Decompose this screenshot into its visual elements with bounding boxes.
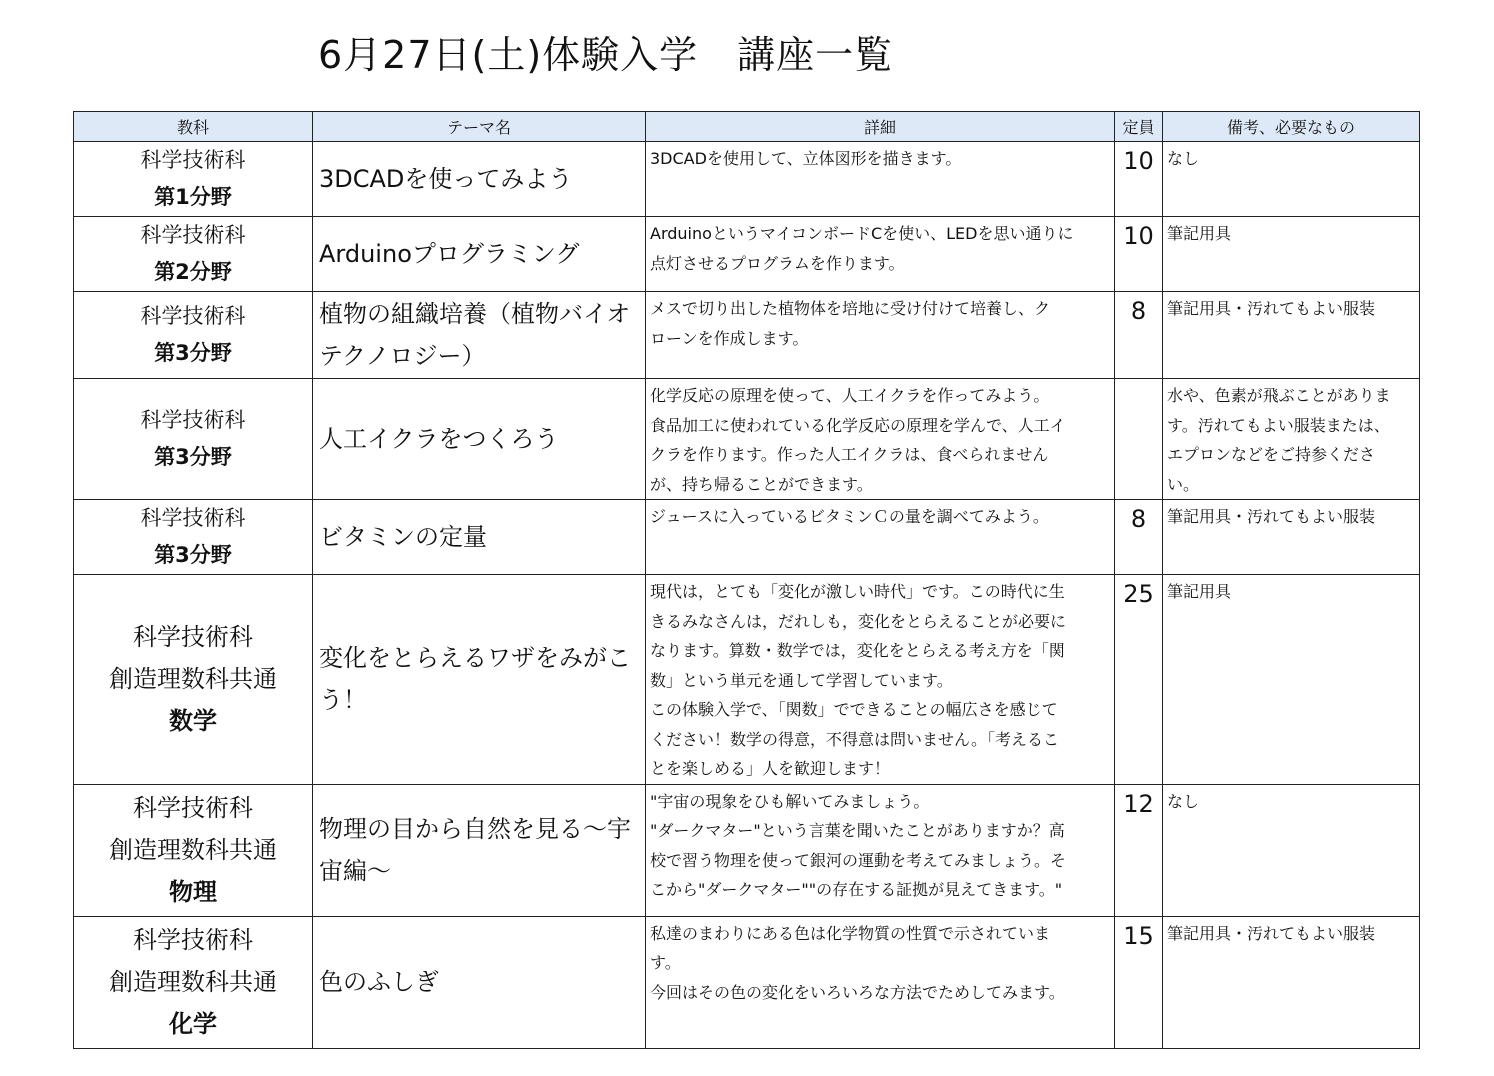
- theme-cell: 物理の目から自然を見る～宇宙編～: [313, 784, 646, 916]
- theme-cell: ビタミンの定量: [313, 500, 646, 575]
- detail-cell: [646, 500, 1115, 575]
- header-theme: テーマ名: [313, 112, 646, 142]
- table-row: [74, 575, 1420, 785]
- detail-line: が、持ち帰ることができます。: [650, 474, 873, 494]
- notes-cell: [1163, 575, 1420, 785]
- department-label: 科学技術科: [140, 408, 246, 432]
- notes-line: い。: [1167, 474, 1200, 494]
- notes-line: なし: [1167, 791, 1200, 811]
- field-label: 第3分野: [154, 445, 232, 469]
- theme-cell: 変化をとらえるワザをみがこう！: [313, 575, 646, 785]
- department-label: 科学技術科: [140, 148, 246, 172]
- table-header-row: [74, 112, 1420, 142]
- department-label: 創造理数科共通: [109, 968, 277, 996]
- theme-cell: 植物の組織培養（植物バイオテクノロジー）: [313, 292, 646, 379]
- course-table: [73, 111, 1420, 1049]
- theme-cell: 人工イクラをつくろう: [313, 379, 646, 500]
- detail-cell: [646, 575, 1115, 785]
- detail-line: こから"ダークマター""の存在する証拠が見えてきます。": [650, 880, 1063, 899]
- capacity-cell: 15: [1115, 916, 1163, 1048]
- page-title: 6月27日(土)体験入学 講座一覧: [318, 33, 894, 77]
- header-capacity: 定員: [1115, 112, 1163, 142]
- department-label: 科学技術科: [133, 623, 253, 652]
- department-label: 創造理数科共通: [109, 836, 277, 864]
- department-label: 科学技術科: [140, 506, 246, 530]
- notes-cell: [1163, 142, 1420, 217]
- subject-cell: [74, 575, 313, 785]
- detail-line: 3DCADを使用して、立体図形を描きます。: [650, 149, 962, 168]
- table-row: [74, 379, 1420, 500]
- detail-cell: [646, 217, 1115, 292]
- theme-cell: Arduinoプログラミング: [313, 217, 646, 292]
- table-row: [74, 217, 1420, 292]
- detail-line: ジュースに入っているビタミンＣの量を調べてみよう。: [650, 507, 1049, 526]
- capacity-cell: 8: [1115, 292, 1163, 379]
- notes-cell: [1163, 784, 1420, 916]
- field-label: 化学: [169, 1010, 217, 1038]
- capacity-cell: 8: [1115, 500, 1163, 575]
- notes-line: 筆記用具・汚れてもよい服装: [1167, 923, 1376, 943]
- field-label: 第3分野: [154, 543, 232, 567]
- detail-line: "ダークマター"という言葉を聞いたことがありますか？高: [650, 821, 1065, 840]
- detail-line: クラを作ります。作った人工イクラは、食べられません: [650, 445, 1049, 464]
- theme-cell: 色のふしぎ: [313, 916, 646, 1048]
- notes-line: 筆記用具: [1167, 224, 1232, 243]
- department-label: 創造理数科共通: [109, 665, 277, 694]
- subject-cell: [74, 379, 313, 500]
- notes-line: なし: [1167, 149, 1200, 168]
- detail-line: "宇宙の現象をひも解いてみましょう。: [650, 791, 930, 811]
- detail-line: なります。算数・数学では，変化をとらえる考え方を「関: [650, 641, 1065, 660]
- capacity-cell: 25: [1115, 575, 1163, 785]
- detail-line: す。: [650, 953, 681, 972]
- capacity-cell: 10: [1115, 217, 1163, 292]
- subject-cell: [74, 784, 313, 916]
- notes-cell: [1163, 500, 1420, 575]
- detail-cell: [646, 379, 1115, 500]
- detail-cell: [646, 292, 1115, 379]
- subject-cell: [74, 916, 313, 1048]
- field-label: 第1分野: [154, 185, 232, 209]
- notes-line: 筆記用具・汚れてもよい服装: [1167, 299, 1376, 318]
- notes-line: 筆記用具・汚れてもよい服装: [1167, 507, 1376, 526]
- table-row: [74, 784, 1420, 916]
- notes-line: エプロンなどをご持参くださ: [1167, 445, 1376, 464]
- notes-line: 筆記用具: [1167, 582, 1232, 601]
- notes-cell: [1163, 379, 1420, 500]
- table-row: [74, 292, 1420, 379]
- detail-line: 今回はその色の変化をいろいろな方法でためしてみます。: [650, 982, 1065, 1002]
- detail-line: きるみなさんは，だれしも，変化をとらえることが必要に: [650, 611, 1067, 631]
- header-detail: 詳細: [646, 112, 1115, 142]
- header-notes: 備考、必要なもの: [1163, 112, 1420, 142]
- detail-line: ArduinoというマイコンボードCを使い、LEDを思い通りに: [650, 224, 1074, 243]
- capacity-cell: 12: [1115, 784, 1163, 916]
- subject-cell: [74, 500, 313, 575]
- field-label: 数学: [169, 707, 217, 736]
- detail-line: 現代は，とても「変化が激しい時代」です。この時代に生: [650, 582, 1065, 601]
- capacity-cell: 10: [1115, 142, 1163, 217]
- field-label: 第3分野: [154, 341, 232, 365]
- notes-cell: [1163, 916, 1420, 1048]
- table-row: [74, 500, 1420, 575]
- table-row: [74, 142, 1420, 217]
- notes-cell: [1163, 217, 1420, 292]
- department-label: 科学技術科: [140, 223, 246, 247]
- department-label: 科学技術科: [133, 926, 253, 954]
- capacity-cell: [1115, 379, 1163, 500]
- notes-cell: [1163, 292, 1420, 379]
- detail-line: 校で習う物理を使って銀河の運動を考えてみましょう。そ: [650, 850, 1067, 870]
- detail-line: 点灯させるプログラムを作ります。: [650, 253, 905, 273]
- department-label: 科学技術科: [140, 304, 246, 328]
- detail-line: 私達のまわりにある色は化学物質の性質で示されていま: [650, 923, 1051, 943]
- department-label: 科学技術科: [133, 794, 253, 822]
- header-subject: 教科: [74, 112, 313, 142]
- field-label: 物理: [169, 878, 217, 906]
- detail-line: とを楽しめる」人を歓迎します！: [650, 759, 891, 778]
- detail-cell: [646, 784, 1115, 916]
- theme-cell: 3DCADを使ってみよう: [313, 142, 646, 217]
- detail-line: 化学反応の原理を使って、人工イクラを作ってみよう。: [650, 386, 1050, 405]
- detail-line: メスで切り出した植物体を培地に受け付けて培養し、ク: [650, 299, 1051, 318]
- detail-line: この体験入学で、「関数」でできることの幅広さを感じて: [650, 700, 1058, 719]
- detail-line: ローンを作成します。: [650, 328, 809, 348]
- notes-line: 水や、色素が飛ぶことがありま: [1167, 386, 1391, 405]
- subject-cell: [74, 292, 313, 379]
- notes-line: す。汚れてもよい服装または、: [1167, 415, 1390, 435]
- table-row: [74, 916, 1420, 1048]
- detail-cell: [646, 142, 1115, 217]
- subject-cell: [74, 217, 313, 292]
- detail-line: 食品加工に使われている化学反応の原理を学んで、人工イ: [650, 415, 1066, 435]
- detail-line: 数」という単元を通して学習しています。: [650, 670, 953, 690]
- field-label: 第2分野: [154, 260, 232, 284]
- subject-cell: [74, 142, 313, 217]
- detail-cell: [646, 916, 1115, 1048]
- detail-line: ください！数学の得意，不得意は問いません。「考えるこ: [650, 729, 1059, 749]
